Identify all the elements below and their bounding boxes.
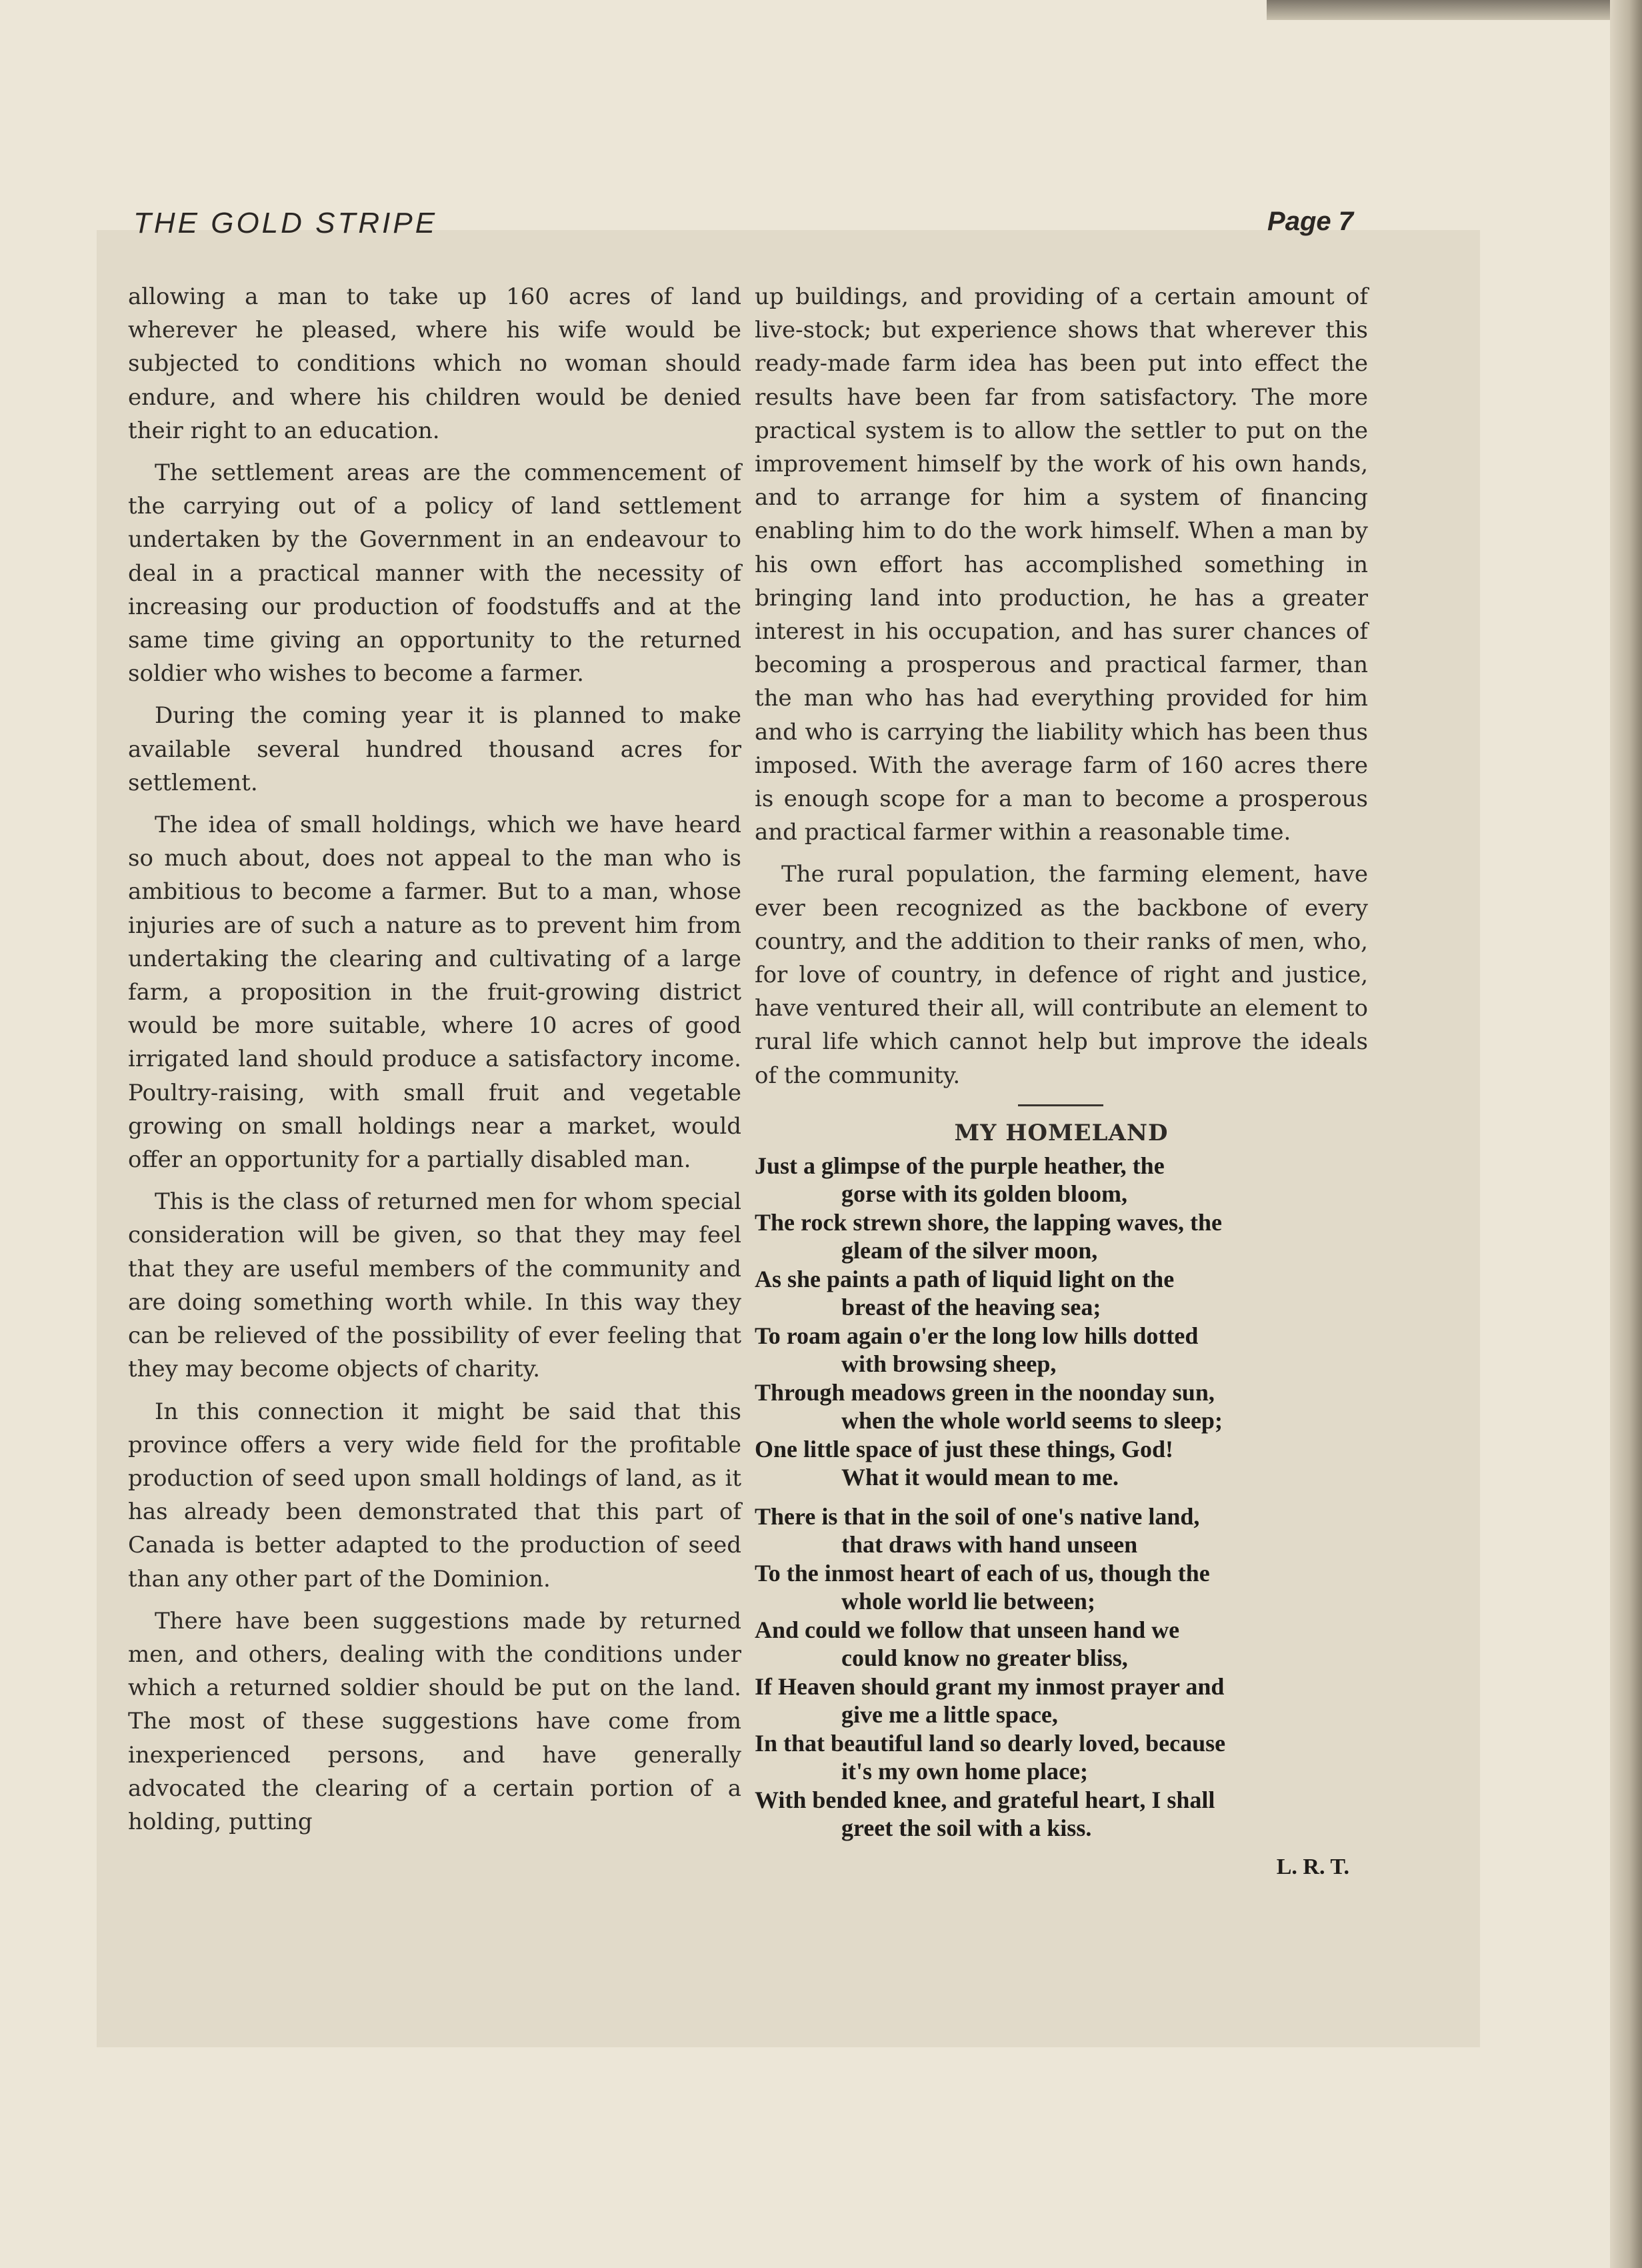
section-divider bbox=[1018, 1104, 1103, 1106]
poem-line: And could we follow that unseen hand we bbox=[755, 1616, 1180, 1643]
poem-line: could know no greater bliss, bbox=[841, 1644, 1128, 1672]
poem-line: The rock strewn shore, the lapping waves, the bbox=[755, 1208, 1223, 1236]
paragraph: allowing a man to take up 160 acres of land wherever he pleased, where his wife would be subjected to conditions which no woman should endure, and where his children would be denied their right to an education. bbox=[128, 283, 741, 444]
poem-stanza bbox=[755, 1152, 1368, 1492]
poem-line: breast of the heaving sea; bbox=[841, 1294, 1101, 1321]
page-right-edge bbox=[1610, 0, 1642, 2268]
poem-line: whole world lie between; bbox=[841, 1588, 1095, 1615]
poem-stanza bbox=[755, 1502, 1368, 1843]
poem-line: As she paints a path of liquid light on the bbox=[755, 1265, 1175, 1292]
paragraph: The settlement areas are the commencement of the carrying out of a policy of land settlement undertaken by the Government in an endeavour to deal in a practical manner with the necessity of increasing our production of foodstuffs and at the same time giving an opportunity to the returned soldier who wishes to become a farmer. bbox=[128, 459, 741, 688]
poem-line: If Heaven should grant my inmost prayer and bbox=[755, 1672, 1225, 1700]
paragraph: In this connection it might be said that this province offers a very wide field for the profitable production of seed upon small holdings of land, as it has already been demonstrated that this part of Canada is better adapted to the production of seed than any other part of the Dominion. bbox=[128, 1398, 741, 1592]
poem-line: In that beautiful land so dearly loved, because bbox=[755, 1729, 1226, 1757]
paragraph: The idea of small holdings, which we have heard so much about, does not appeal to the man who is ambitious to become a farmer. But to a man, whose injuries are of such a nature as to prevent him from undertaking the clearing and cultivating of a large farm, a proposition in the fruit-growing district would be more suitable, where 10 acres of good irrigated land should produce a satisfactory income. Poultry-raising, with small fruit and vegetable growing on small holdings near a market, would offer an opportunity for a partially disabled man. bbox=[128, 812, 741, 1174]
paragraph: There have been suggestions made by returned men, and others, dealing with the conditions under which a returned soldier should be put on the land. The most of these suggestions have come from inexperienced persons, and have generally advocated the clearing of a certain portion of a holding, putting bbox=[128, 1607, 741, 1835]
running-title: THE GOLD STRIPE bbox=[133, 207, 438, 239]
poem-line: There is that in the soil of one's native land, bbox=[755, 1502, 1200, 1530]
left-column bbox=[128, 280, 741, 1847]
poem-line: it's my own home place; bbox=[841, 1758, 1088, 1785]
poem-line: greet the soil with a kiss. bbox=[841, 1815, 1092, 1842]
poem bbox=[755, 1152, 1368, 1882]
right-column bbox=[755, 280, 1368, 1881]
poem-line: Through meadows green in the noonday sun, bbox=[755, 1378, 1215, 1406]
paragraph: The rural population, the farming element, have ever been recognized as the backbone of every country, and the addition to their ranks of men, who, for love of country, in defence of right and justice, have ventured their all, will contribute an element to rural life which cannot help but improve the ideals of the community. bbox=[755, 861, 1368, 1089]
poem-line: With bended knee, and grateful heart, I shall bbox=[755, 1786, 1215, 1813]
poem-line: Just a glimpse of the purple heather, the bbox=[755, 1152, 1165, 1179]
poem-line: To roam again o'er the long low hills dotted bbox=[755, 1322, 1199, 1349]
poem-line: with browsing sheep, bbox=[841, 1350, 1057, 1378]
paragraph: This is the class of returned men for whom special consideration will be given, so that they may feel that they are useful members of the community and are doing something worth while. In this way they can be relieved of the possibility of ever feeling that they may become objects of charity. bbox=[128, 1188, 741, 1383]
poem-line: gorse with its golden bloom, bbox=[841, 1180, 1128, 1208]
poem-line: One little space of just these things, God! bbox=[755, 1435, 1173, 1462]
poem-author-initials: L. R. T. bbox=[1276, 1854, 1349, 1879]
poem-title: MY HOMELAND bbox=[954, 1119, 1169, 1146]
paragraph: During the coming year it is planned to make available several hundred thousand acres for settlement. bbox=[128, 702, 741, 796]
poem-line: To the inmost heart of each of us, though the bbox=[755, 1559, 1210, 1586]
poem-line: when the whole world seems to sleep; bbox=[841, 1407, 1223, 1434]
page-header bbox=[133, 207, 1353, 253]
poem-line: What it would mean to me. bbox=[841, 1464, 1119, 1491]
page-number: Page 7 bbox=[1267, 207, 1353, 236]
poem-line: give me a little space, bbox=[841, 1701, 1058, 1729]
paragraph: up buildings, and providing of a certain amount of live-stock; but experience shows that wherever this ready-made farm idea has been put into effect the results have been far from satisfactory. The more practical system is to allow the settler to put on the improvement himself by the work of his own hands, and to arrange for him a system of financing enabling him to do the work himself. When a man by his own effort has accomplished something in bringing land into production, he has a greater interest in his occupation, and has surer chances of becoming a prosperous and practical farmer, than the man who has had everything provided for him and who is carrying the liability which has been thus imposed. With the average farm of 160 acres there is enough scope for a man to become a prosperous and practical farmer within a reasonable time. bbox=[755, 283, 1368, 846]
poem-line: that draws with hand unseen bbox=[841, 1531, 1138, 1558]
poem-line: gleam of the silver moon, bbox=[841, 1237, 1098, 1264]
page-top-shadow bbox=[1267, 0, 1642, 20]
